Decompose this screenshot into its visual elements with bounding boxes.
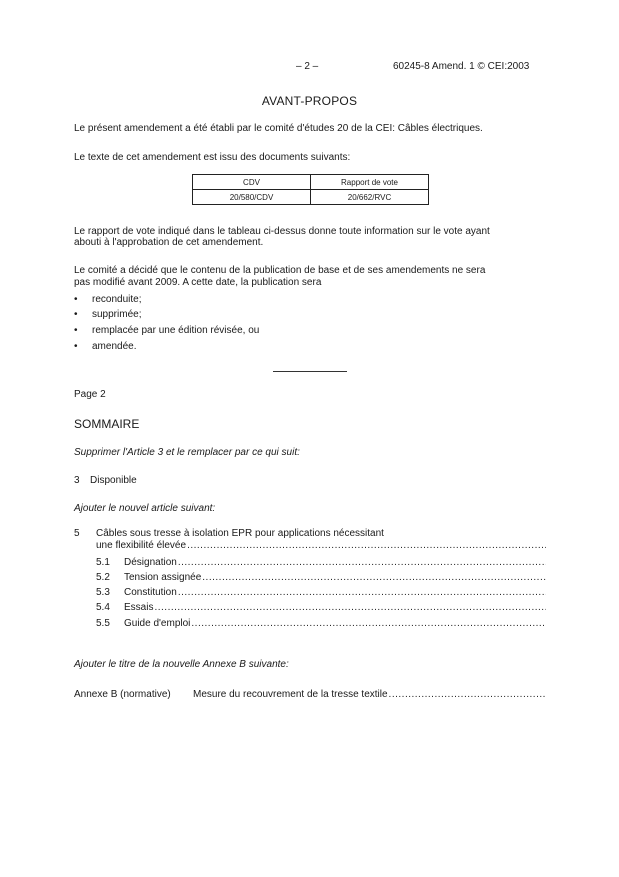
toc-subitem-text: Tension assignée xyxy=(124,572,202,583)
toc-subitem-text: Désignation xyxy=(124,557,177,568)
bullet-marker: • xyxy=(74,294,78,305)
toc-leader-dots xyxy=(202,572,546,583)
toc-item-5-line2-text: une flexibilité élevée xyxy=(96,540,187,551)
paragraph-committee: Le présent amendement a été établi par le comité d'études 20 de la CEI: Câbles électriques. xyxy=(74,123,483,134)
vote-table xyxy=(192,174,429,205)
toc-subitem-number: 5.4 xyxy=(96,602,110,613)
instruction-replace-article-3: Supprimer l'Article 3 et le remplacer par ce qui suit: xyxy=(74,447,300,458)
paragraph-vote-report-line2: abouti à l'approbation de cet amendement. xyxy=(74,237,264,248)
toc-item-5-line2 xyxy=(96,540,546,551)
page-title: AVANT-PROPOS xyxy=(261,94,358,108)
bullet-item-supprimee: supprimée; xyxy=(92,309,142,320)
toc-item-3-number: 3 xyxy=(74,475,80,486)
bullet-marker: • xyxy=(74,309,78,320)
toc-annex-label: Annexe B (normative) xyxy=(74,689,171,700)
vote-table-header-rvc: Rapport de vote xyxy=(311,175,429,190)
vote-table-row xyxy=(193,190,429,205)
toc-leader-dots xyxy=(389,689,546,700)
vote-table-cell-rvc: 20/662/RVC xyxy=(311,190,429,205)
toc-leader-dots xyxy=(191,618,546,629)
toc-annex-text: Mesure du recouvrement de la tresse textile xyxy=(193,689,388,700)
toc-subitem-5-3 xyxy=(96,587,546,598)
toc-leader-dots xyxy=(187,540,546,551)
vote-table-cell-cdv: 20/580/CDV xyxy=(193,190,311,205)
toc-subitem-5-5 xyxy=(96,618,546,629)
toc-leader-dots xyxy=(178,587,546,598)
toc-subitem-text: Essais xyxy=(124,602,154,613)
bullet-marker: • xyxy=(74,341,78,352)
instruction-add-article: Ajouter le nouvel article suivant: xyxy=(74,503,216,514)
bullet-item-reconduite: reconduite; xyxy=(92,294,142,305)
paragraph-vote-report-line1: Le rapport de vote indiqué dans le tableau ci-dessus donne toute information sur le vote ayant xyxy=(74,226,490,237)
toc-subitem-number: 5.3 xyxy=(96,587,110,598)
toc-item-3-text: Disponible xyxy=(90,475,137,486)
vote-table-header-row xyxy=(193,175,429,190)
toc-subitem-5-4 xyxy=(96,602,546,613)
toc-leader-dots xyxy=(154,602,546,613)
paragraph-decision-line2: pas modifié avant 2009. A cette date, la publication sera xyxy=(74,277,322,288)
bullet-item-remplacee: remplacée par une édition révisée, ou xyxy=(92,325,260,336)
toc-annex-b xyxy=(74,689,546,700)
toc-item-5-line1: Câbles sous tresse à isolation EPR pour applications nécessitant xyxy=(96,528,384,539)
toc-subitem-number: 5.1 xyxy=(96,557,110,568)
instruction-add-annex: Ajouter le titre de la nouvelle Annexe B suivante: xyxy=(74,659,289,670)
bullet-item-amendee: amendée. xyxy=(92,341,137,352)
toc-subitem-text: Constitution xyxy=(124,587,177,598)
toc-subitem-5-2 xyxy=(96,572,546,583)
toc-subitem-5-1 xyxy=(96,557,546,568)
paragraph-decision-line1: Le comité a décidé que le contenu de la publication de base et de ses amendements ne sera xyxy=(74,265,486,276)
document-reference: 60245-8 Amend. 1 © CEI:2003 xyxy=(393,61,530,72)
toc-subitem-text: Guide d'emploi xyxy=(124,618,191,629)
toc-subitem-number: 5.2 xyxy=(96,572,110,583)
vote-table-header-cdv: CDV xyxy=(193,175,311,190)
section-divider xyxy=(273,371,347,372)
toc-item-5-number: 5 xyxy=(74,528,80,539)
toc-leader-dots xyxy=(178,557,546,568)
toc-subitem-number: 5.5 xyxy=(96,618,110,629)
page-number: – 2 – xyxy=(296,61,319,72)
paragraph-documents: Le texte de cet amendement est issu des documents suivants: xyxy=(74,152,351,163)
page-reference: Page 2 xyxy=(74,389,106,400)
bullet-marker: • xyxy=(74,325,78,336)
section-heading-sommaire: SOMMAIRE xyxy=(74,417,140,431)
